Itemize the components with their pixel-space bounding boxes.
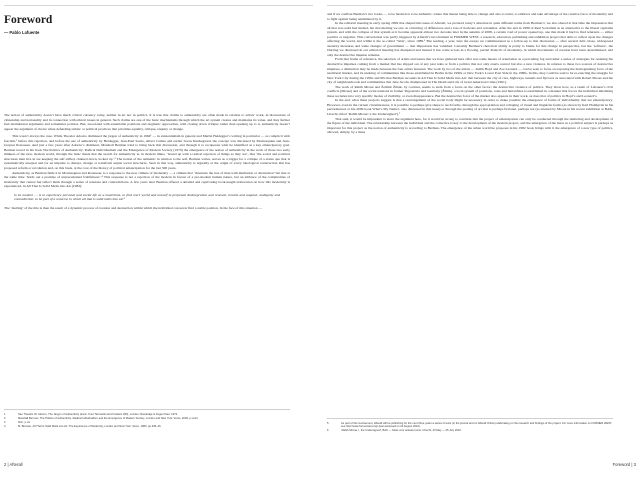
footnote-number: 6: [327, 429, 329, 433]
footnote-number: 3: [4, 421, 6, 425]
footnote-text: Marshall Berman, The Politics of Authenticity: Radical Individualism and the Emergence of Modern Society, London and New York: Verso, 2009, p.xxviii.: [18, 417, 199, 421]
footer-left: 2 | Afterall: [4, 462, 23, 467]
left-paragraph: The notion of authenticity doesn’t have much critical currency today, neither in art nor in politics. It is true that claims to authenticity are often made in relation to artists’ work, in discussions of citizenship and nationality and in connection with ethical issues in general. Such claims are one of the basic mechanisms through which the art system creates and maintains its value, and they further fuel institutional arguments and sometimes policies. But, associated with essentialist positions and dogmatic approaches, with closing down critique rather than opening up to it, authenticity doesn’t appear the argument of choice when defending artistic or political practices that prioritise equality, critique, enquiry or change.: [4, 113, 290, 131]
footer-right: Foreword | 3: [612, 462, 636, 467]
footnote: [4, 417, 290, 420]
left-paragraph: This wasn’t always the case. While Theodor Adorno dismissed the jargon of authenticity in 1964¹ — in existentialism in general and Martin Heidegger’s writing in particular — as complicit with fascism,² before this rejection, and before the use of authenticity by Heidegger, Jean-Paul Sartre, Albert Camus and earlier Soren Kierkegaard, the concept was discussed by Montesquieu and Jean-Jacques Rousseau. And just a few years after Adorno’s dismissal, Marshall Berman tried to bring back that discussion, and through it to recuperate what he identified as a key emancipatory goal. Berman traced in his book The Politics of Authenticity: Radical Individualism and the Emergence of Modern Society (1970) the emergence of the notion of authenticity in the work of those two early thinkers of the new, modern world, through the basic thesis that the search for authenticity is, in modern times, ‘bound up with a radical rejection of things as they are’, that ‘the social and political structures men live in are keeping the self stifled, chained down, locked up’.³ The notion of the authentic in relation to the self, Berman writes, serves as a trigger for a critique of a status quo that is systematically unequal and for an impulse to disrupt, change or transform unjust social structures. Seen in this way, authenticity is arguably at the origin of every ideological construction that has proposed reform or revolution and, on this basis, at the core of the history of political emancipation for the last 300 years.: [4, 134, 290, 171]
footnote: [327, 429, 613, 432]
footnote-number: 5: [327, 422, 329, 425]
right-paragraph: and if we conflate Berman’s two books — to be modern is to be authentic, where this means being able to change and also to resist, to embrace and take advantage of the creative force of modernity and to fight against being annihilated by it.: [327, 12, 613, 21]
right-paragraph: The work of Rabih Mroué and Želimir Žilnik, by contrast, seems to stem from a focus on the other factor: the destructive violence of politics. They show how, as a result of Lebanon’s civil conflicts (Mroué) and of the social tensions in former Yugoslavia and Germany (Žilnik), a local system of positions, roles and hierarchies is established in a manner that forces the individual inhabiting these societies into very specific modes of visibility, or even disappearance. But the destructive force of the market also appears in their work, as does that of politics in Hopf’s and Leonard’s.: [327, 84, 613, 98]
left-paragraph: The ‘melting’ of the title is then the result of a dynamic process of creation and destruction within which the individual can never find a stable position. In the face of this situation —: [4, 205, 262, 210]
right-paragraph: From that frame of reference, the selection of artists and issues that we have gathered here offer less some means of orientation as a pervading fog and rather a series of strategies for resisting the destructive impulses coming from a market that has slipped out of any past reins or from a politics that not only exerts control but also a new violence. In relation to these two sources of destructive impulses, a distinction may be made between the four artists featured. The work by two of the artists — Judith Hopf and Zoe Leonard — can be seen to focus on exposing the homogenising force of the neoliberal market, and its undoing of communities like those established in Berlin in the 1990s or New York’s Lower East Side in the 1980s. In this, they could be said to be re-enacting the struggle for New York City during the 1950s and 60s that Berman recounts in All That Is Solid Melts into Air: that between the city of cars, highways, tunnels and flyovers as associated with Robert Moses and the city of neighbourhoods and communities that Jane Jacobs championed in The Death and Life of Great American Cities (1961).: [327, 57, 613, 85]
right-paragraph: That said, it would be imprudent to leave the argument here, for it would be wrong to conclude that the project of emancipation can only be conducted through the sheltering and development of the figure of the individual. The relationship between the individual and the collective is key to the development of the modern project, and the emergence of the mass as a political subject is perhaps as important for this project as the notion of authenticity is according to Berman. The emergence of the urban world he proposes in his 1982 book brings with it the emergence of a new type of politics, allowed, simply, by a mass: [327, 116, 613, 135]
top-rule-right: [327, 5, 636, 6]
right-column: [327, 12, 613, 135]
page-title: Foreword: [4, 14, 53, 26]
footnote-text: ‘Rabih Mroué, I, the Undersigned’, BAK — basis voor actuele kunst, Utrecht, 23 May — 25 July 2010.: [341, 429, 462, 433]
footnote-text: Ibid., p.xix.: [18, 421, 31, 425]
block-quote: to be modern … is to experience personal and social life as a maelstrom, to find one’s world and oneself in perpetual disintegration and renewal, trouble and anguish, ambiguity and contradiction: to be part of a universe in which all that is solid melts into air.⁵: [14, 192, 280, 202]
footnote-text: See Theodor W. Adorno, The Jargon of Authenticity (trans. Knut Tarnowski and Frederic Will), London: Routledge & Kegan Paul, 1973.: [18, 413, 178, 416]
footnote: [4, 425, 290, 428]
footnote-text: M. Berman, All That Is Solid Melts into Air: The Experience of Modernity, London and New York: Verso, 1983, pp.345–46.: [18, 425, 162, 429]
footnotes-left: [4, 409, 290, 430]
footnote: [4, 413, 290, 416]
footnote-number: 2: [4, 417, 6, 421]
footnote: [327, 422, 613, 429]
right-paragraph: In the editorial meeting in early spring 2009 that shaped this issue of Afterall, we pictured today’s situation in quite different terms from Berman’s; we also shared at that time the impression that all that was solid had melted, but that melting we saw as a blurring of differences and a loss of horizons and certainties. After the end in 1989 of Real Socialism as an alternative to the liberal capitalist system, and with the collapse of that system as it became apparent almost two decades later in the autumn of 2008, a certain void of power opened up, one that made it hard to find referents — either positive or negative. This conversation was partly triggered by Afterall’s involvement in FORMER WEST, a research, education, publishing and exhibition project that aims to reflect upon the changes affecting the world, and within it the so-called ‘West’, since 1989.⁶ But reading, a year, later the essays we commissioned as a follow-up to that discussion — after several debt crises, widespread austerity measures and some changes of government — that impression has vanished. Certainly Berman’s rhetorical ability is partly to blame for this change in perspective, but the ‘softness’, the blurring we discussed in our editorial meeting has dissipated and instead it has come across in a flowing, partial dialectic of modernity, in which movements of creation have been anaesthetised, and only the destructive impulse remains.: [327, 21, 613, 57]
footnote-number: 4: [4, 425, 6, 429]
left-paragraph: Authenticity, as Berman finds it in Montesquieu and Rousseau, is a response to the new climate of modernity — a climate that ‘threatens the tree of man with mutilation or destruction’ but that at the same time ‘holds out a promise of unprecedented fruitfulness’.⁴ This response is not a rejection of the modern in favour of a pre-modern human nature, but an embrace of the complexities of modernity that cannot but reflect them through a series of tensions and contradictions. A few years later Berman offered a detailed and captivating book-length elaboration on how this modernity is experienced, in All That Is Solid Melts into Air (1982):: [4, 170, 290, 189]
footnote-text: As part of this involvement, Afterall will be publishing for the next three years a series of texts (in the journal and on Afterall Online) elaborating on the research and findings of the project. For more information on FORMER WEST, see http://www.formerwest.org/ (last accessed on 23 August 2010).: [341, 422, 613, 429]
footnote-number: 1: [4, 413, 6, 416]
footnote-separator: [327, 418, 613, 419]
right-paragraph: In the end, what these projects suggest is that a rearrangement of the social body might be necessary in order to make possible the emergence of forms of individuality that are emancipatory. However, even in the current circumstances, it is possible to perhaps give shape to such forms, through the appropriation and collaging of visual and linguistic forms (as shown by Karl Holmqvist in his performances or his 2009 book What’s My Name?, also discussed in this issue) or through the posting of art that is perhaps fictional, perhaps not (as attested by Mroué in his recent exhibition at BAK, Utrecht, titled ‘Rabih Mroué: I, the Undersigned’).⁷: [327, 98, 613, 117]
left-column: [4, 113, 290, 210]
author-byline: — Pablo Lafuente: [4, 30, 40, 35]
footnote-separator: [4, 409, 290, 410]
top-rule-left: [4, 5, 313, 6]
footnotes-right: [327, 418, 613, 434]
